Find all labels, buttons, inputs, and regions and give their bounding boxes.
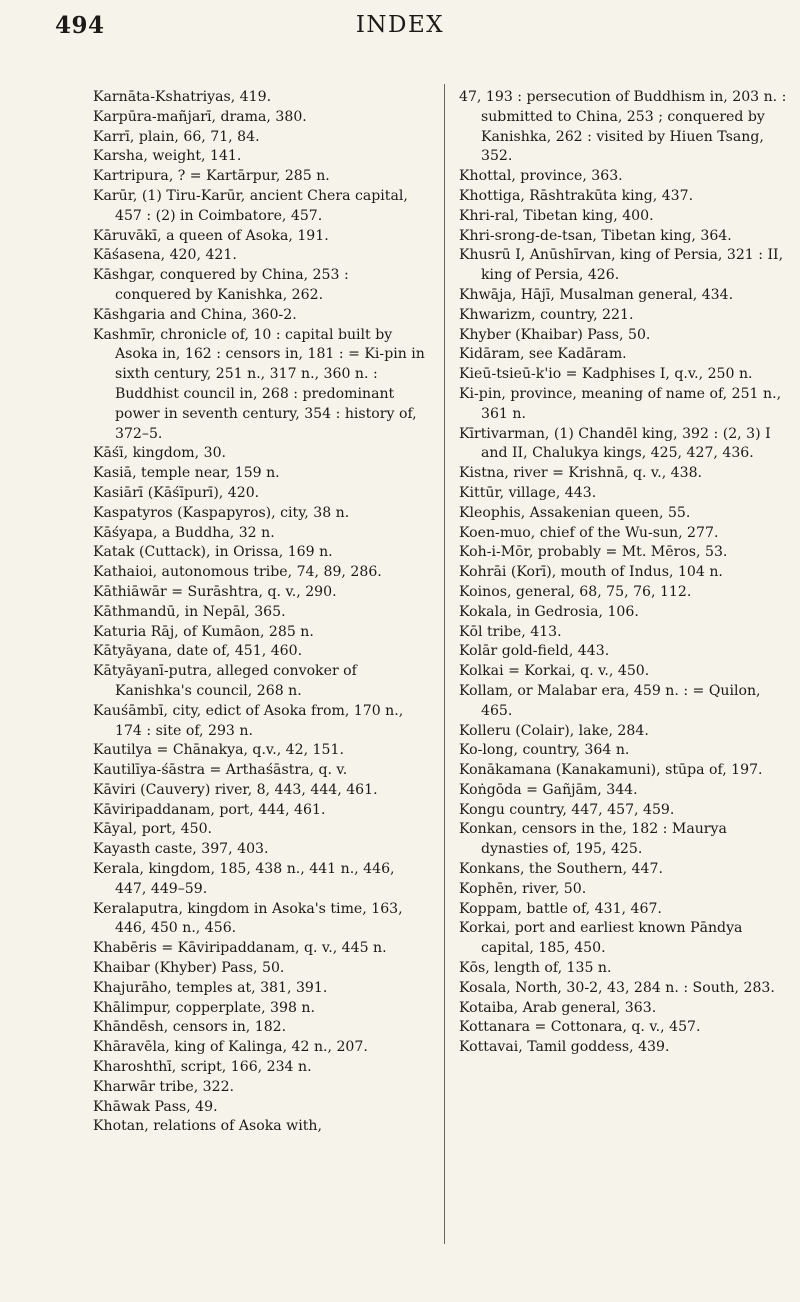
index-entry: Kohrāi (Korī), mouth of Indus, 104 n. [459,564,723,581]
running-head: INDEX [355,12,445,38]
index-entry: Kolkai = Korkai, q. v., 450. [459,663,650,680]
page-header [55,12,745,52]
index-entry: Khāravēla, king of Kalinga, 42 n., 207. [93,1039,368,1056]
index-entry: Khāndēsh, censors in, 182. [93,1019,287,1036]
page-number: 494 [55,12,105,39]
index-entry: Khottiga, Rāshtrakūta king, 437. [459,187,694,204]
index-entry: Koen-muo, chief of the Wu-sun, 277. [459,524,719,541]
index-entry: Kollam, or Malabar era, 459 n. : = Quilon, 465. [459,682,761,719]
index-entry: Koṅgōda = Gañjām, 344. [459,781,638,798]
index-entry: Kolleru (Colair), lake, 284. [459,722,649,739]
index-entry: Khusrū I, Anūshīrvan, king of Persia, 321 : II, king of Persia, 426. [459,247,784,284]
index-entry: Kāśyapa, a Buddha, 32 n. [93,524,275,541]
index-entry: Kautilya = Chānakya, q.v., 42, 151. [93,742,344,759]
index-entry: Karūr, (1) Tiru-Karūr, ancient Chera capital, 457 : (2) in Coimbatore, 457. [93,187,408,224]
index-entry: Kashmīr, chronicle of, 10 : capital built by Asoka in, 162 : censors in, 181 : = Ki-pin in sixth century, 251 n., 317 n., 360 n. : Buddhist council in, 268 : predominant power in seventh century, 354 : history of, 372–5. [93,326,425,442]
index-entry: Kongu country, 447, 457, 459. [459,801,675,818]
index-entry: Konkan, censors in the, 182 : Maurya dynasties of, 195, 425. [459,821,727,858]
index-entry: Kāyal, port, 450. [93,821,213,838]
index-entry: Khabēris = Kāviripaddanam, q. v., 445 n. [93,940,387,957]
index-entry: Karrī, plain, 66, 71, 84. [93,128,260,145]
index-entry: Kāruvākī, a queen of Asoka, 191. [93,227,329,244]
index-entry: Kerala, kingdom, 185, 438 n., 441 n., 446, 447, 449–59. [93,861,395,897]
index-entry: Kātyāyanī-putra, alleged convoker of Kanishka's council, 268 n. [93,663,357,699]
index-entry: Khaibar (Khyber) Pass, 50. [93,960,285,977]
index-entry: Kharwār tribe, 322. [93,1078,235,1095]
index-entry: Kayasth caste, 397, 403. [93,841,269,858]
index-entry: Kāthmandū, in Nepāl, 365. [93,603,286,620]
index-entry: Khotan, relations of Asoka with, [93,1118,322,1135]
index-entry: Kaspatyros (Kaspapyros), city, 38 n. [93,504,350,521]
index-entry: Kāśasena, 420, 421. [93,247,237,264]
index-entry: Kottanara = Cottonara, q. v., 457. [459,1019,701,1036]
index-entry: Koppam, battle of, 431, 467. [459,900,662,917]
index-entry: Khwarizm, country, 221. [459,306,634,323]
index-entry: Khyber (Khaibar) Pass, 50. [459,326,651,343]
index-entry: Kasiā, temple near, 159 n. [93,465,280,482]
index-entry: Kōs, length of, 135 n. [459,960,612,977]
index-entry: Konkans, the Southern, 447. [459,861,663,878]
index-entry: Kāviripaddanam, port, 444, 461. [93,801,326,818]
index-entry: Kartripura, ? = Kartārpur, 285 n. [93,168,330,185]
index-entry: Kāśī, kingdom, 30. [93,445,227,462]
index-entry: Kāviri (Cauvery) river, 8, 443, 444, 461. [93,781,378,798]
index-entry: Kāshgaria and China, 360-2. [93,306,297,323]
index-entry: Ki-pin, province, meaning of name of, 251 n., 361 n. [459,385,782,422]
index-entry: Kātyāyana, date of, 451, 460. [93,643,303,660]
index-entry: Kottavai, Tamil goddess, 439. [459,1039,670,1056]
index-entry: Khottal, province, 363. [459,168,623,185]
index-entry: Khwāja, Hājī, Musalman general, 434. [459,286,734,303]
index-entry: Kharoshthī, script, 166, 234 n. [93,1059,312,1076]
index-entry: Kophēn, river, 50. [459,880,587,897]
index-column-right [459,88,794,1058]
index-entry: Khālimpur, copperplate, 398 n. [93,999,315,1016]
index-entry: Korkai, port and earliest known Pāndya capital, 185, 450. [459,920,743,957]
index-entry: Khri-srong-de-tsan, Tibetan king, 364. [459,227,732,244]
index-entry: Karpūra-mañjarī, drama, 380. [93,108,307,125]
index-entry: Kistna, river = Krishnā, q. v., 438. [459,465,703,482]
index-entry: Kittūr, village, 443. [459,484,597,501]
index-entry: Kokala, in Gedrosia, 106. [459,603,639,620]
index-column-left [93,88,428,1137]
index-entry: Kleophis, Assakenian queen, 55. [459,504,691,521]
index-entry: Kotaiba, Arab general, 363. [459,999,657,1016]
column-divider [444,84,445,1244]
index-entry: Kathaioi, autonomous tribe, 74, 89, 286. [93,564,382,581]
index-entry: Kīrtivarman, (1) Chandēl king, 392 : (2, 3) I and II, Chalukya kings, 425, 427, 436. [459,425,771,462]
index-entry: Katuria Rāj, of Kumāon, 285 n. [93,623,314,640]
index-entry: Keralaputra, kingdom in Asoka's time, 163, 446, 450 n., 456. [93,900,403,937]
index-entry: Kauśāmbī, city, edict of Asoka from, 170 n., 174 : site of, 293 n. [93,702,404,739]
index-entry: Karsha, weight, 141. [93,148,242,165]
index-entry: Kāthiāwār = Surāshtra, q. v., 290. [93,583,337,600]
index-entry: Koh-i-Mōr, probably = Mt. Mēros, 53. [459,544,728,561]
index-entry: Konākamana (Kanakamuni), stūpa of, 197. [459,762,763,779]
index-entry: Khāwak Pass, 49. [93,1098,218,1115]
index-entry: Kāshgar, conquered by China, 253 : conquered by Kanishka, 262. [93,267,349,303]
index-entry: Kieū-tsieū-k'io = Kadphises I, q.v., 250 n. [459,366,753,383]
index-entry: Khri-ral, Tibetan king, 400. [459,207,654,224]
index-entry: Kautilīya-śāstra = Arthaśāstra, q. v. [93,762,348,779]
index-entry: Kasiārī (Kāśīpurī), 420. [93,484,260,501]
index-entry: Katak (Cuttack), in Orissa, 169 n. [93,544,333,561]
index-entry: Koinos, general, 68, 75, 76, 112. [459,583,692,600]
index-entry: Kosala, North, 30-2, 43, 284 n. : South, 283. [459,979,775,996]
index-entry: Khajurāho, temples at, 381, 391. [93,979,328,996]
index-entry: 47, 193 : persecution of Buddhism in, 203 n. : submitted to China, 253 ; conquered by Kanishka, 262 : visited by Hiuen Tsang, 352. [459,89,787,165]
index-entry: Ko-long, country, 364 n. [459,742,630,759]
index-entry: Kolār gold-field, 443. [459,643,610,660]
index-entry: Kōl tribe, 413. [459,623,562,640]
index-entry: Karnāta-Kshatriyas, 419. [93,89,272,105]
index-entry: Kidāram, see Kadāram. [459,346,627,363]
